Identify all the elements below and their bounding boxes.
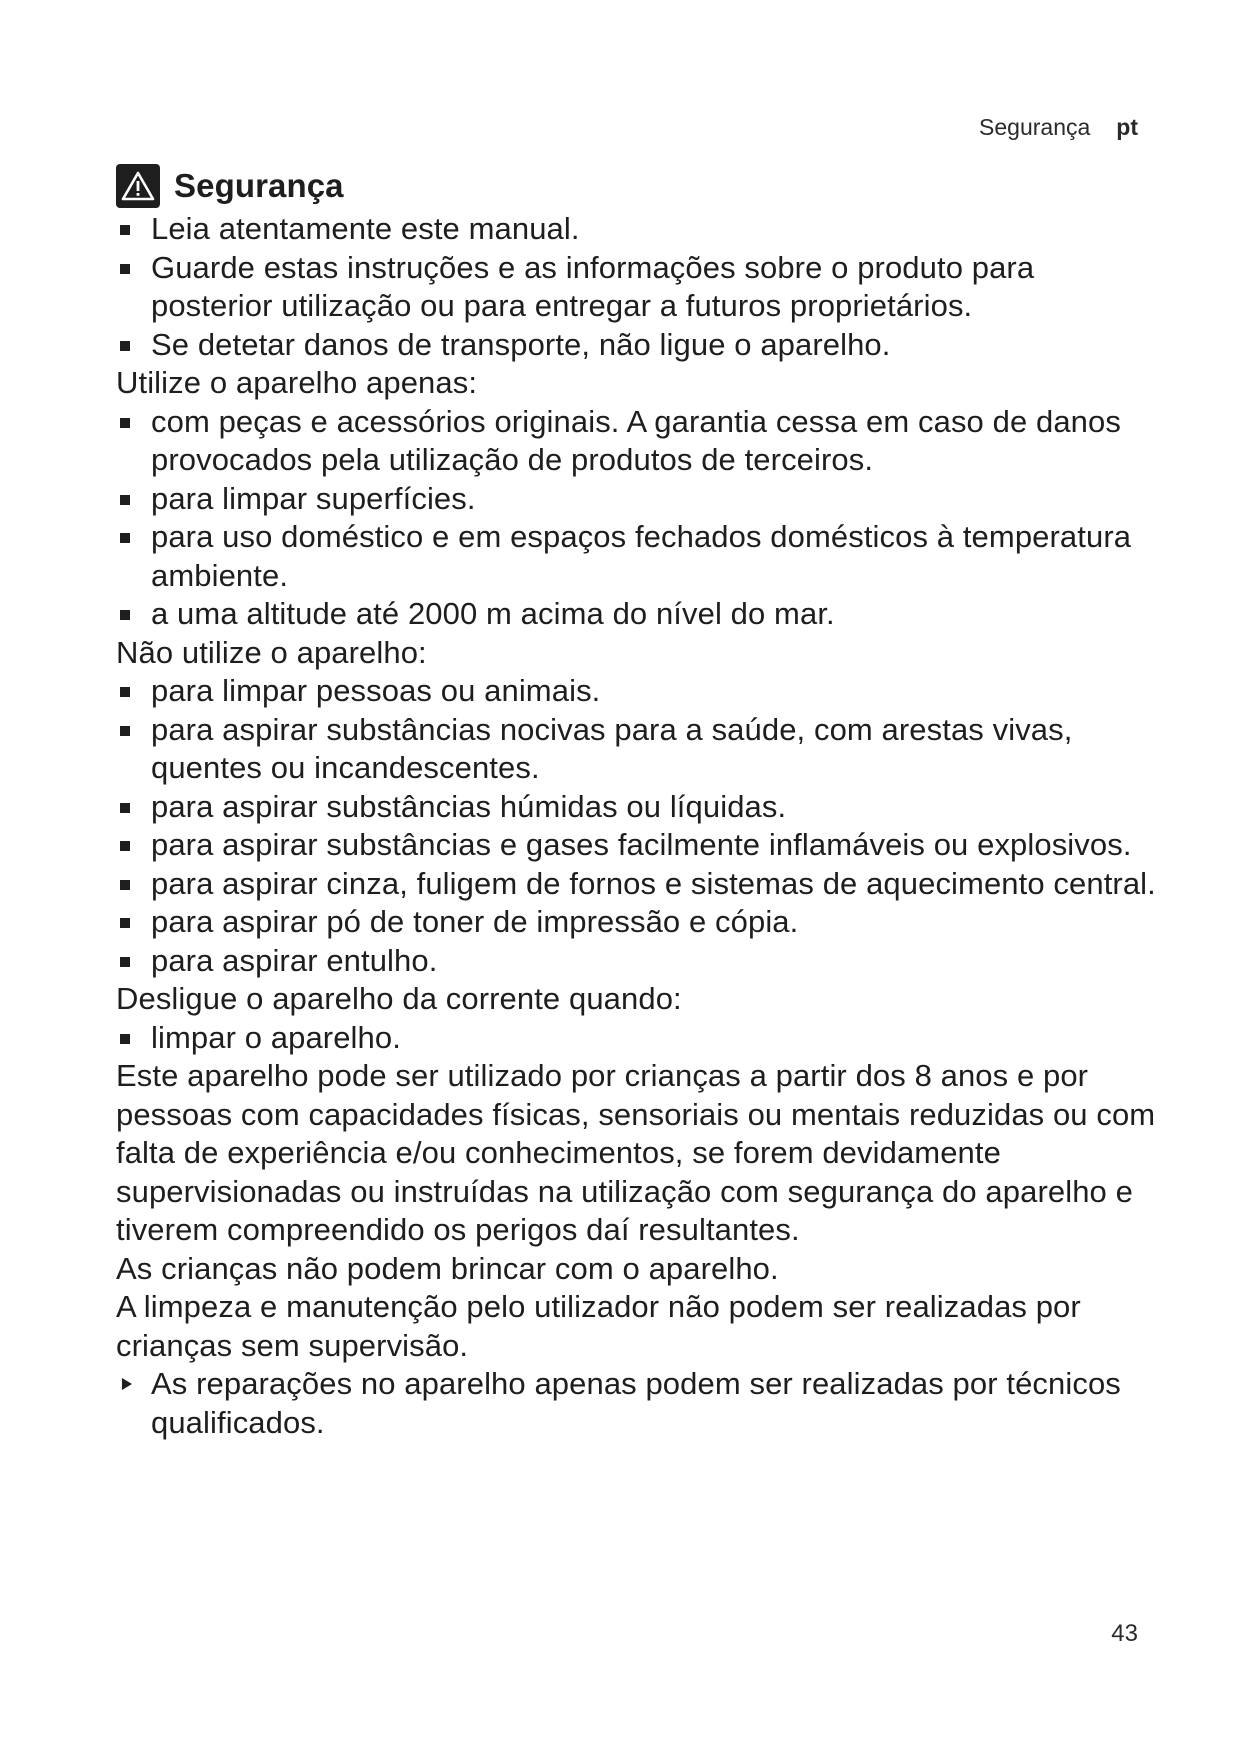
bullet-icon: [120, 264, 130, 274]
action-list: [116, 1365, 1156, 1442]
bullet-icon: [120, 418, 130, 428]
list-item: para aspirar pó de toner de impressão e cópia.: [116, 903, 1156, 942]
arrow-icon: [122, 1378, 132, 1390]
bullet-icon: [120, 687, 130, 697]
use-list: [116, 403, 1156, 634]
bullet-icon: [120, 495, 130, 505]
page-title: Segurança: [174, 166, 344, 204]
unplug-intro: Desligue o aparelho da corrente quando:: [116, 981, 682, 1016]
list-item: limpar o aparelho.: [116, 1019, 1156, 1058]
list-item: As reparações no aparelho apenas podem ser realizadas por técnicos qualificados.: [116, 1365, 1156, 1442]
bullet-icon: [120, 803, 130, 813]
list-item: para aspirar entulho.: [116, 942, 1156, 981]
warning-icon: [116, 164, 160, 208]
list-item: para uso doméstico e em espaços fechados domésticos à temperatura ambiente.: [116, 518, 1156, 595]
list-item: para limpar superfícies.: [116, 480, 1156, 519]
list-item: para aspirar substâncias e gases facilmente inflamáveis ou explosivos.: [116, 826, 1156, 865]
bullet-icon: [120, 841, 130, 851]
bullet-icon: [120, 225, 130, 235]
bullet-icon: [120, 726, 130, 736]
header-section: Segurança: [979, 114, 1091, 140]
content: [116, 164, 1156, 1442]
children-paragraph: Este aparelho pode ser utilizado por crianças a partir dos 8 anos e por pessoas com capacidades físicas, sensoriais ou mentais reduzidas ou com falta de experiência e/ou conhecimentos, se forem devidamente supervisionadas ou instruídas na utilização com segurança do aparelho e tiverem compreendido os perigos daí resultantes.: [116, 1058, 1156, 1247]
unplug-list: [116, 1019, 1156, 1058]
general-list: [116, 210, 1156, 364]
list-item: para aspirar substâncias húmidas ou líquidas.: [116, 788, 1156, 827]
page-number: 43: [1111, 1620, 1138, 1647]
bullet-icon: [120, 880, 130, 890]
section-heading: [116, 164, 1156, 208]
list-item: a uma altitude até 2000 m acima do nível do mar.: [116, 595, 1156, 634]
bullet-icon: [120, 957, 130, 967]
running-header: [0, 114, 1138, 141]
bullet-icon: [120, 918, 130, 928]
bullet-icon: [120, 610, 130, 620]
list-item: com peças e acessórios originais. A garantia cessa em caso de danos provocados pela utilização de produtos de terceiros.: [116, 403, 1156, 480]
children-play-paragraph: As crianças não podem brincar com o aparelho.: [116, 1250, 779, 1286]
bullet-icon: [120, 533, 130, 543]
list-item: Se detetar danos de transporte, não ligue o aparelho.: [116, 326, 1156, 365]
bullet-icon: [120, 341, 130, 351]
not-use-list: [116, 672, 1156, 980]
list-item: para aspirar substâncias nocivas para a saúde, com arestas vivas, quentes ou incandescentes.: [116, 711, 1156, 788]
header-language: pt: [1116, 114, 1138, 140]
list-item: Guarde estas instruções e as informações sobre o produto para posterior utilização ou para entregar a futuros proprietários.: [116, 249, 1156, 326]
list-item: para limpar pessoas ou animais.: [116, 672, 1156, 711]
list-item: Leia atentamente este manual.: [116, 210, 1156, 249]
cleaning-paragraph: A limpeza e manutenção pelo utilizador não podem ser realizadas por crianças sem supervisão.: [116, 1289, 1081, 1363]
not-use-intro: Não utilize o aparelho:: [116, 634, 427, 670]
list-item: para aspirar cinza, fuligem de fornos e sistemas de aquecimento central.: [116, 865, 1156, 904]
bullet-icon: [120, 1034, 130, 1044]
use-intro: Utilize o aparelho apenas:: [116, 365, 478, 400]
